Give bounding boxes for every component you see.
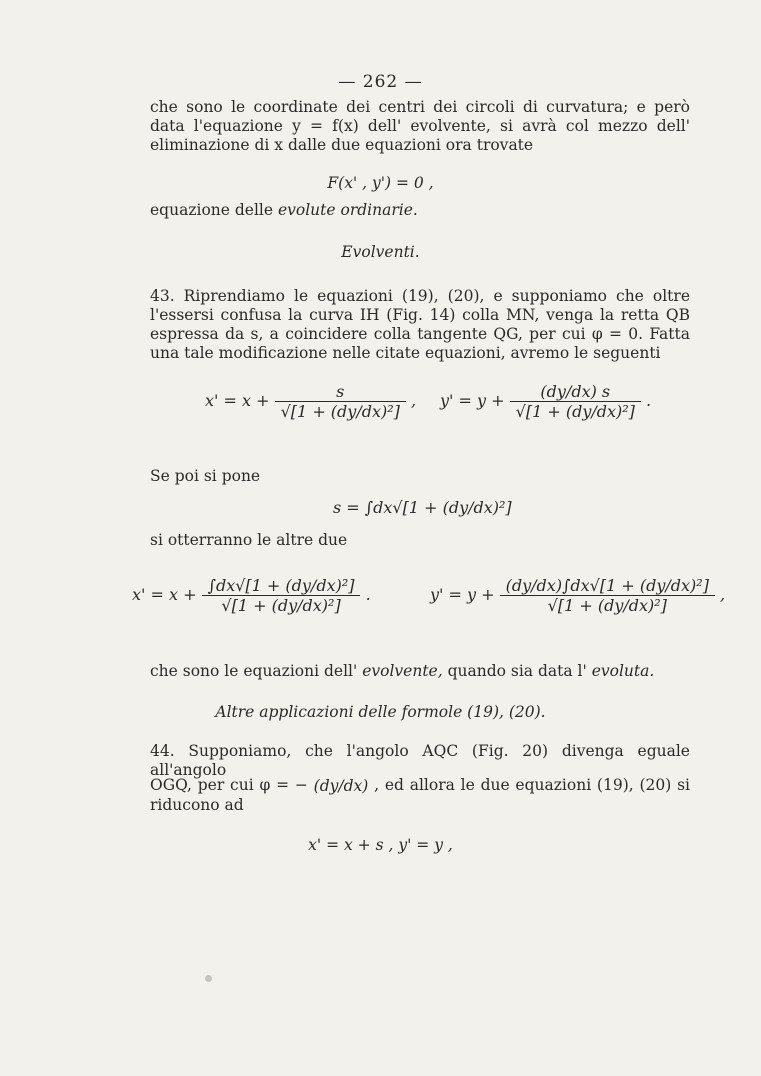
para6-evolvente: evolvente, [362, 662, 443, 680]
paragraph-se-poi: Se poi si pone [150, 467, 261, 485]
eq4-left-lhs: x' = x + [132, 585, 197, 604]
paper-speck [205, 975, 212, 982]
eq2-left-lhs: x' = x + [205, 391, 270, 410]
eq2-end: . [646, 391, 652, 410]
eq4-left-numerator: ∫dx√[1 + (dy/dx)²] [202, 576, 361, 596]
eq2-right-lhs: y' = y + [440, 391, 505, 410]
equation-x-prime [205, 382, 416, 421]
eq4-left-fraction [202, 576, 361, 615]
paragraph-2 [150, 201, 690, 220]
eq2-right-numerator: (dy/dx) s [510, 382, 641, 402]
para6-evoluta: evoluta. [591, 662, 655, 680]
eq2-right-denominator: √[1 + (dy/dx)²] [515, 402, 635, 421]
equation-final: x' = x + s , y' = y , [308, 836, 453, 854]
para7-text-pre: OGQ, per cui φ = − [150, 776, 308, 794]
eq4-end: , [720, 585, 726, 604]
paragraph-evolvente [150, 662, 690, 681]
heading-altre-applicazioni: Altre applicazioni delle formole (19), (20). [215, 703, 546, 721]
eq4-right-fraction [500, 576, 715, 615]
paragraph-altre-due: si otterranno le altre due [150, 531, 348, 549]
eq4-right-denominator: √[1 + (dy/dx)²] [547, 596, 667, 615]
paragraph-44-line2 [150, 776, 690, 815]
equation-evolute: F(x' , y') = 0 , [327, 174, 434, 192]
eq2-left-numerator: s [275, 382, 406, 402]
para2-emphasis: evolute ordinarie. [277, 201, 418, 219]
equation-y-prime [440, 382, 651, 421]
para7-text-post: , ed allora le due equazioni (19), (20) si riducono ad [150, 776, 690, 814]
page-number: — 262 — [338, 72, 423, 92]
para2-text: equazione delle [150, 201, 278, 219]
eq2-separator: , [410, 391, 417, 410]
para7-frac-text: (dy/dx) [313, 776, 369, 795]
paragraph-43: 43. Riprendiamo le equazioni (19), (20), e supponiamo che oltre l'essersi confusa la curva IH (Fig. 14) colla MN, venga la retta QB espressa da s, a coincidere colla tangente QG, per cui φ = 0. Fatta una tale modificazione nelle citate equazioni, avremo le seguenti [150, 287, 690, 362]
eq4-separator: . [365, 585, 371, 604]
paragraph-44-line1: 44. Supponiamo, che l'angolo AQC (Fig. 20) divenga eguale all'angolo [150, 742, 690, 779]
para6-text-c: quando sia data l' [442, 662, 592, 680]
eq2-left-denominator: √[1 + (dy/dx)²] [280, 402, 400, 421]
heading-evolventi: Evolventi. [341, 243, 420, 261]
eq4-right-lhs: y' = y + [430, 585, 495, 604]
equation-s-integral: s = ∫dx√[1 + (dy/dx)²] [333, 498, 512, 517]
equation-x-prime-integral [132, 576, 371, 615]
equation-y-prime-integral [430, 576, 725, 615]
para7-fraction [314, 777, 369, 796]
eq2-left-fraction [275, 382, 406, 421]
paragraph-1: che sono le coordinate dei centri dei circoli di curvatura; e però data l'equazione y = f(x) dell' evolvente, si avrà col mezzo dell' eliminazione di x dalle due equazioni ora trovate [150, 98, 690, 154]
eq4-right-numerator: (dy/dx)∫dx√[1 + (dy/dx)²] [500, 576, 715, 596]
eq4-left-denominator: √[1 + (dy/dx)²] [221, 596, 341, 615]
para6-text-a: che sono le equazioni dell' [150, 662, 363, 680]
eq2-right-fraction [510, 382, 641, 421]
